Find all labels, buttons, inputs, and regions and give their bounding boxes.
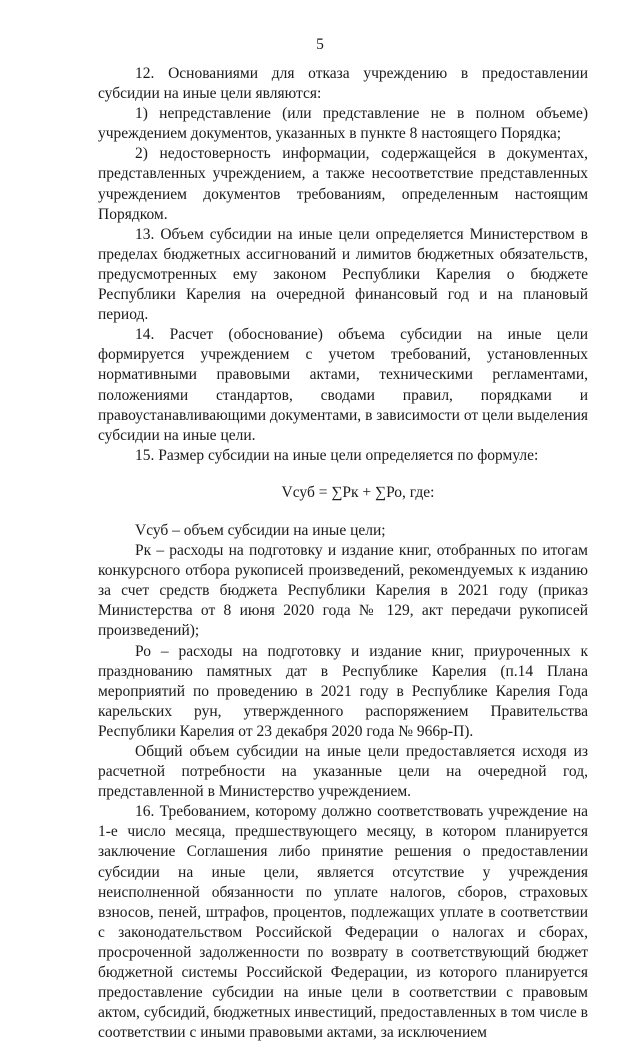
paragraph-15: 15. Размер субсидии на иные цели определяется по формуле: xyxy=(135,446,539,464)
definition-rk: Рк – расходы на подготовку и издание книг, отобранных по итогам конкурсного отбора рукописей произведений, рекомендуемых к изданию за счет средств бюджета Республики Карелия в 2021 году (приказ Министерства от 8 июня 2020 года № 129, акт передачи рукописей произведений); xyxy=(98,542,588,640)
paragraph-13: 13. Объем субсидии на иные цели определяется Министерством в пределах бюджетных ассигнований и лимитов бюджетных обязательств, предусмотренных ему законом Республики Карелия о бюджете Республики Карелия на очередной финансовый год и на плановый период. xyxy=(98,225,588,324)
paragraph-14: 14. Расчет (обоснование) объема субсидии на иные цели формируется учреждением с учетом требований, установленных нормативными правовыми актами, техническими регламентами, положениями стандартов, сводами правил, порядками и правоустанавливающими документами, в зависимости от цели выделения субсидии на иные цели. xyxy=(98,326,588,444)
definition-ro: Ро – расходы на подготовку и издание книг, приуроченных к празднованию памятных дат в Республике Карелия (п.14 Плана мероприятий по проведению в 2021 году в Республике Карелия Года карельских рун, утвержденного распоряжением Правительства Республики Карелия от 23 декабря 2020 года № 966р-П). xyxy=(98,642,588,740)
paragraph-16: 16. Требованием, которому должно соответствовать учреждение на 1-е число месяца, предшествующего месяцу, в котором планируется заключение Соглашения либо принятие решения о предоставлении субсидии на иные цели, является отсутствие у учреждения неисполненной обязанности по уплате налогов, сборов, страховых взносов, пеней, штрафов, процентов, подлежащих уплате в соответствии с законодательством Российской Федерации о налогах и сборах, просроченной задолженности по возврату в соответствующий бюджет бюджетной системы Российской Федерации, из которого планируется предоставление субсидии на иные цели в соответствии с правовым актом, субсидий, бюджетных инвестиций, предоставленных в том числе в соответствии с иными правовыми актами, за исключением xyxy=(98,803,588,1042)
paragraph-12-item-1: 1) непредставление (или представление не в полном объеме) учреждением документов, указанных в пункте 8 настоящего Порядка; xyxy=(98,105,588,143)
page-number: 5 xyxy=(316,36,324,53)
paragraph-12-item-2: 2) недостоверность информации, содержащейся в документах, представленных учреждением, а также несоответствие представленных учреждением документов требованиям, определенным настоящим Порядком. xyxy=(98,145,588,223)
document-body xyxy=(98,64,588,1043)
subsidy-formula: Vсуб = ∑Рк + ∑Ро, где: xyxy=(281,483,435,501)
total-subsidy-paragraph: Общий объем субсидии на иные цели предоставляется исходя из расчетной потребности на указанные цели на очередной год, представленной в Министерство учреждением. xyxy=(98,743,588,801)
paragraph-12: 12. Основаниями для отказа учреждению в предоставлении субсидии на иные цели являются: xyxy=(98,65,588,103)
definition-vsub: Vсуб – объем субсидии на иные цели; xyxy=(135,521,386,539)
